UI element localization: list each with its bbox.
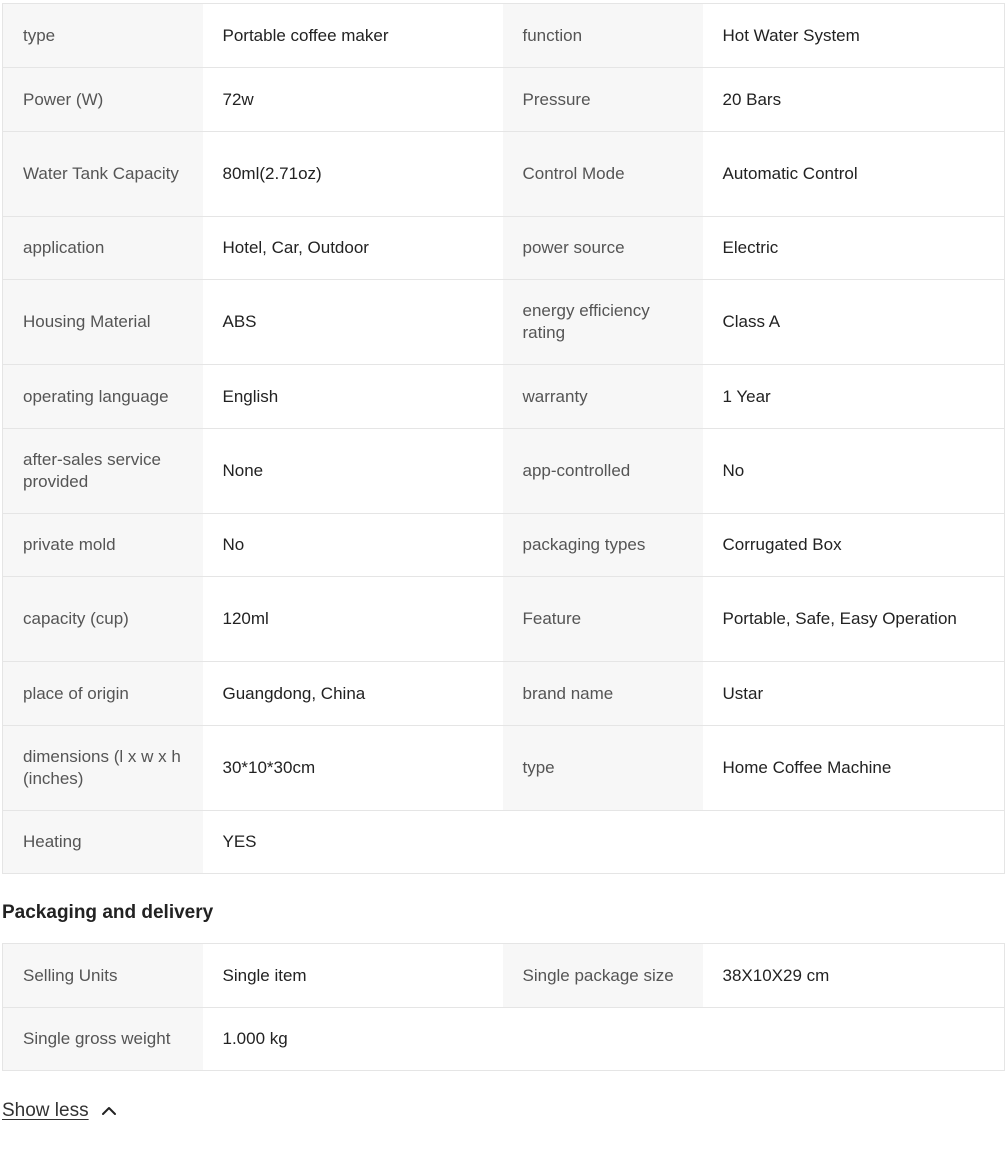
chevron-up-icon xyxy=(101,1103,117,1119)
table-row xyxy=(3,4,1005,68)
attr-value: Single item xyxy=(203,944,503,1008)
attr-key: Single gross weight xyxy=(3,1008,203,1071)
table-row xyxy=(3,944,1005,1008)
attr-value: Electric xyxy=(703,217,1005,280)
attr-value: Ustar xyxy=(703,662,1005,726)
attr-value: No xyxy=(703,429,1005,514)
attr-value: None xyxy=(203,429,503,514)
show-less-label: Show less xyxy=(2,1100,89,1121)
attr-key: Pressure xyxy=(503,68,703,132)
attr-key: Power (W) xyxy=(3,68,203,132)
table-row xyxy=(3,514,1005,577)
attr-value: YES xyxy=(203,811,503,874)
attr-key: capacity (cup) xyxy=(3,577,203,662)
table-row xyxy=(3,1008,1005,1071)
attr-key: place of origin xyxy=(3,662,203,726)
attr-key: app-controlled xyxy=(503,429,703,514)
attr-value: Corrugated Box xyxy=(703,514,1005,577)
table-row xyxy=(3,726,1005,811)
attr-key: energy efficiency rating xyxy=(503,280,703,365)
attr-key: type xyxy=(3,4,203,68)
table-row xyxy=(3,217,1005,280)
attr-value: 1 Year xyxy=(703,365,1005,429)
attr-value: 1.000 kg xyxy=(203,1008,503,1071)
product-attributes-table xyxy=(2,3,1005,874)
attr-key: Selling Units xyxy=(3,944,203,1008)
attr-key: Control Mode xyxy=(503,132,703,217)
attr-value: Hotel, Car, Outdoor xyxy=(203,217,503,280)
attr-value: Guangdong, China xyxy=(203,662,503,726)
table-row xyxy=(3,132,1005,217)
packaging-table xyxy=(2,943,1005,1071)
empty-cell xyxy=(703,811,1005,874)
attr-value: Home Coffee Machine xyxy=(703,726,1005,811)
attr-value: Portable coffee maker xyxy=(203,4,503,68)
attr-value: 38X10X29 cm xyxy=(703,944,1005,1008)
attr-key: operating language xyxy=(3,365,203,429)
attr-value: Class A xyxy=(703,280,1005,365)
empty-cell xyxy=(503,811,703,874)
attr-key: Heating xyxy=(3,811,203,874)
attr-key: Water Tank Capacity xyxy=(3,132,203,217)
attr-value: No xyxy=(203,514,503,577)
attr-value: Portable, Safe, Easy Operation xyxy=(703,577,1005,662)
table-row xyxy=(3,68,1005,132)
attr-value: 120ml xyxy=(203,577,503,662)
packaging-section-title: Packaging and delivery xyxy=(2,902,214,923)
attr-key: power source xyxy=(503,217,703,280)
attr-value: Hot Water System xyxy=(703,4,1005,68)
attr-value: 72w xyxy=(203,68,503,132)
attr-value: Automatic Control xyxy=(703,132,1005,217)
attr-key: function xyxy=(503,4,703,68)
attr-value: 20 Bars xyxy=(703,68,1005,132)
table-row xyxy=(3,280,1005,365)
attr-key: brand name xyxy=(503,662,703,726)
attr-key: Single package size xyxy=(503,944,703,1008)
attr-key: Housing Material xyxy=(3,280,203,365)
table-row xyxy=(3,429,1005,514)
table-row xyxy=(3,365,1005,429)
empty-cell xyxy=(503,1008,703,1071)
attr-key: after-sales service provided xyxy=(3,429,203,514)
table-row xyxy=(3,662,1005,726)
attr-value: ABS xyxy=(203,280,503,365)
attr-key: dimensions (l x w x h (inches) xyxy=(3,726,203,811)
attr-value: English xyxy=(203,365,503,429)
empty-cell xyxy=(703,1008,1005,1071)
table-row xyxy=(3,577,1005,662)
attr-key: packaging types xyxy=(503,514,703,577)
attr-value: 80ml(2.71oz) xyxy=(203,132,503,217)
show-less-link[interactable] xyxy=(2,1098,117,1124)
attr-key: private mold xyxy=(3,514,203,577)
attr-key: application xyxy=(3,217,203,280)
attr-key: Feature xyxy=(503,577,703,662)
attr-value: 30*10*30cm xyxy=(203,726,503,811)
table-row xyxy=(3,811,1005,874)
attr-key: warranty xyxy=(503,365,703,429)
attr-key: type xyxy=(503,726,703,811)
